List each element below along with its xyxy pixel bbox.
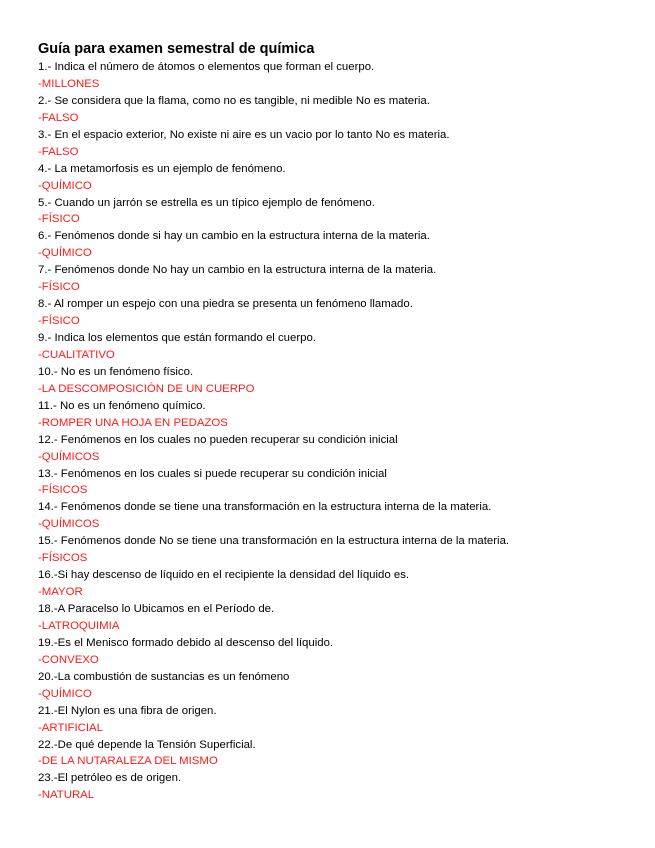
question-text: 16.-Si hay descenso de líquido en el recipiente la densidad del líquido es.	[38, 569, 410, 582]
question-text: 20.-La combustión de sustancias es un fenómeno	[38, 670, 290, 683]
answer-text: -QUÍMICO	[38, 687, 92, 700]
answer-text: -CUALITATIVO	[38, 348, 115, 361]
answer-text: -FÍSICOS	[38, 484, 88, 497]
answer-text: -QUÍMICOS	[38, 518, 100, 531]
question-text: 2.- Se considera que la flama, como no es tangible, ni medible No es materia.	[38, 94, 430, 107]
question-list	[38, 59, 638, 804]
answer-text: -QUÍMICO	[38, 179, 92, 192]
answer-text: -NATURAL	[38, 789, 95, 802]
answer-text: -MAYOR	[38, 586, 83, 599]
question-text: 8.- Al romper un espejo con una piedra se presenta un fenómeno llamado.	[38, 298, 413, 311]
answer-text: -FÍSICO	[38, 315, 80, 328]
question-text: 15.- Fenómenos donde No se tiene una transformación en la estructura interna de la materia.	[38, 535, 510, 548]
question-text: 4.- La metamorfosis es un ejemplo de fenómeno.	[38, 162, 286, 175]
answer-text: -FALSO	[38, 145, 79, 158]
answer-text: -ARTIFICIAL	[38, 721, 103, 734]
answer-text: -FÍSICO	[38, 213, 80, 226]
question-text: 5.- Cuando un jarrón se estrella es un típico ejemplo de fenómeno.	[38, 196, 375, 209]
question-text: 10.- No es un fenómeno físico.	[38, 365, 194, 378]
question-text: 14.- Fenómenos donde se tiene una transformación en la estructura interna de la materia.	[38, 501, 492, 514]
question-text: 11.- No es un fenómeno químico.	[38, 399, 206, 412]
document-page	[38, 40, 638, 804]
answer-text: -FÍSICOS	[38, 552, 88, 565]
answer-text: -MILLONES	[38, 77, 100, 90]
answer-text: -DE LA NUTARALEZA DEL MISMO	[38, 755, 218, 768]
question-text: 9.- Indica los elementos que están formando el cuerpo.	[38, 332, 316, 344]
question-text: 22.-De qué depende la Tensión Superficial.	[38, 738, 256, 751]
answer-text: -FALSO	[38, 111, 79, 124]
answer-text: -FÍSICO	[38, 281, 80, 294]
question-text: 21.-El Nylon es una fibra de origen.	[38, 704, 217, 717]
question-text: 19.-Es el Menisco formado debido al descenso del líquido.	[38, 636, 334, 649]
document-title: Guía para examen semestral de química	[38, 41, 315, 57]
answer-text: -QUÍMICOS	[38, 450, 100, 463]
question-text: 18.-A Paracelso lo Ubicamos en el Período de.	[38, 603, 275, 615]
question-text: 7.- Fenómenos donde No hay un cambio en la estructura interna de la materia.	[38, 264, 437, 277]
question-text: 23.-El petróleo es de origen.	[38, 772, 182, 785]
question-text: 12.- Fenómenos en los cuales no pueden recuperar su condición inicial	[38, 433, 398, 446]
answer-text: -ROMPER UNA HOJA EN PEDAZOS	[38, 416, 228, 429]
answer-text: -QUÍMICO	[38, 247, 92, 260]
answer-text: -CONVEXO	[38, 653, 99, 666]
answer-text: -LA DESCOMPOSICIÓN DE UN CUERPO	[38, 382, 255, 395]
question-text: 13.- Fenómenos en los cuales si puede recuperar su condición inicial	[38, 467, 387, 480]
question-text: 6.- Fenómenos donde si hay un cambio en la estructura interna de la materia.	[38, 230, 430, 243]
question-text: 1.- Indica el número de átomos o elementos que forman el cuerpo.	[38, 61, 375, 73]
answer-text: -LATROQUIMIA	[38, 619, 120, 632]
question-text: 3.- En el espacio exterior, No existe ni aire es un vacio por lo tanto No es materia.	[38, 128, 450, 141]
